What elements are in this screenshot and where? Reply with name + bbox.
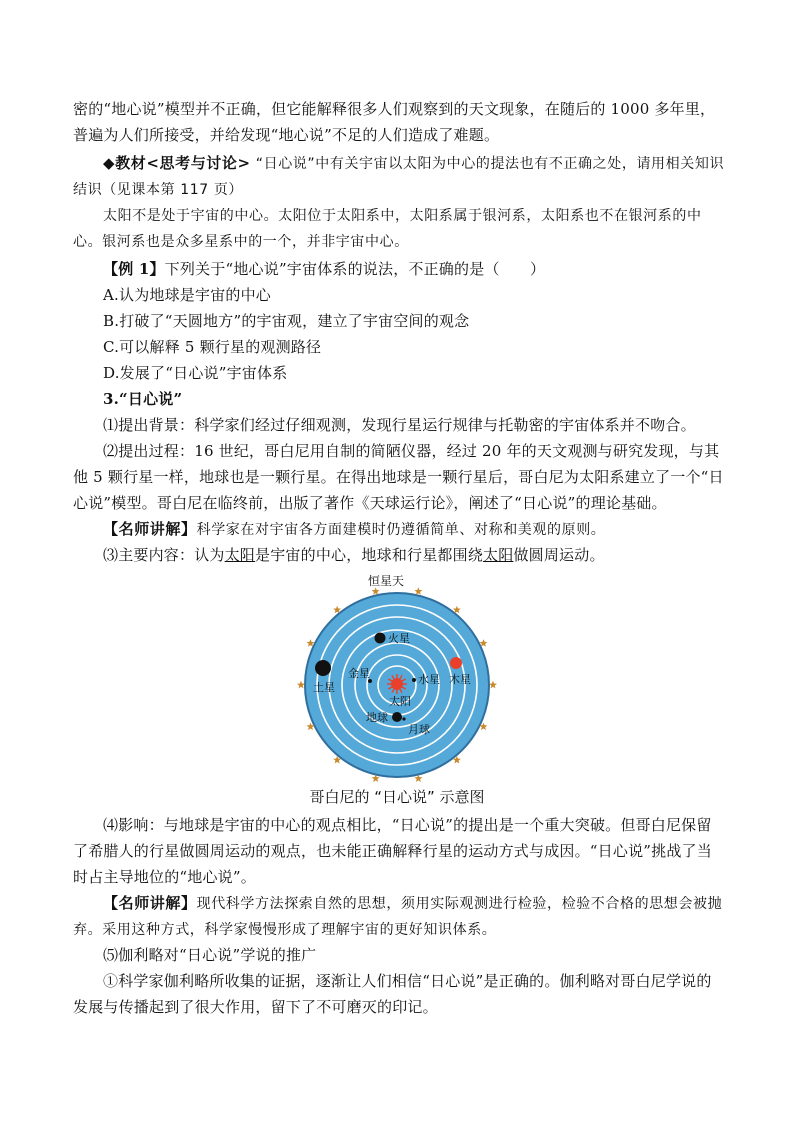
example-question-text: 下列关于“地心说”宇宙体系的说法，不正确的是（ ） — [164, 260, 546, 278]
underlined-sun: 太阳 — [224, 546, 256, 564]
text-line: 密的“地心说”模型并不正确，但它能解释很多人们观察到的天文现象，在随后的 1000 多年里， — [73, 100, 716, 118]
teacher-note-text: 现代科学方法探索自然的思想，须用实际观测进行检验，检验不合格的思想会被抛弃。采用这种方式，科学家慢慢形成了理解宇宙的更好知识体系。 — [73, 896, 723, 938]
saturn-planet — [315, 660, 331, 676]
mercury-planet — [412, 678, 416, 682]
earth-planet — [392, 712, 402, 722]
mars-planet — [375, 633, 386, 644]
galileo-heading: ⑸伽利略对“日心说”学说的推广 — [103, 946, 317, 964]
label-earth: 地球 — [366, 711, 388, 724]
text-run: ⑶主要内容：认为 — [103, 546, 225, 564]
impact-paragraph: ⑷影响：与地球是宇宙的中心的观点相比，“日心说”的提出是一个重大突破。但哥白尼保留了希腊人的行星做圆周运动的观点，也未能正确解释行星的运动方式与成因。“日心说”挑战了当时占主导地位的“地心说”。 — [73, 816, 712, 886]
option-c: C.可以解释 5 颗行星的观测路径 — [103, 338, 322, 356]
star-icon — [414, 587, 422, 595]
text-run: 做圆周运动。 — [513, 546, 605, 564]
label-mercury: 水星 — [418, 673, 440, 686]
label-saturn: 土星 — [313, 681, 335, 694]
textbook-question-text: “日心说”中有关宇宙以太阳为中心的提法也有不正确之处，请用相关知识结识（见课本第 117 页） — [73, 156, 725, 198]
option-b: B.打破了“天圆地方”的宇宙观，建立了宇宙空间的观念 — [103, 312, 470, 330]
star-icon — [372, 587, 380, 595]
galileo-paragraph: ①科学家伽利略所收集的证据，逐渐让人们相信“日心说”是正确的。伽利略对哥白尼学说的发展与传播起到了很大作用，留下了不可磨灭的印记。 — [73, 972, 712, 1016]
teacher-note-label: 【名师讲解】 — [103, 894, 197, 912]
label-jupiter: 木星 — [449, 673, 471, 686]
label-sun: 太阳 — [389, 695, 411, 708]
label-venus: 金星 — [348, 667, 370, 680]
process-paragraph: ⑵提出过程：16 世纪，哥白尼用自制的简陋仪器，经过 20 年的天文观测与研究发现，与其他 5 颗行星一样，地球也是一颗行星。在得出地球是一颗行星后，哥白尼为太阳系建立了一个“日心说”模型。哥白尼在临终前，出版了著作《天球运行论》，阐述了“日心说”的理论基础。 — [73, 442, 724, 512]
textbook-question-label: ◆教材<思考与讨论> — [103, 154, 251, 172]
moon-body — [402, 717, 405, 720]
text-line: 普遍为人们所接受，并给发现“地心说”不足的人们造成了难题。 — [73, 126, 500, 144]
background-paragraph: ⑴提出背景：科学家们经过仔细观测，发现行星运行规律与托勒密的宇宙体系并不吻合。 — [103, 416, 696, 434]
teacher-note-label: 【名师讲解】 — [103, 520, 197, 538]
star-icon — [297, 681, 305, 689]
option-d: D.发展了“日心说”宇宙体系 — [103, 364, 288, 382]
label-fixed-stars: 恒星天 — [368, 574, 405, 588]
label-moon: 月球 — [408, 723, 430, 736]
section-heading: 3.“日心说” — [103, 390, 183, 408]
example-label: 【例 1】 — [103, 260, 165, 278]
jupiter-planet — [450, 657, 462, 669]
star-icon — [489, 681, 497, 689]
teacher-note-text: 科学家在对宇宙各方面建模时仍遵循简单、对称和美观的原则。 — [196, 522, 606, 538]
underlined-sun: 太阳 — [483, 546, 514, 564]
label-mars: 火星 — [388, 632, 410, 645]
option-a: A.认为地球是宇宙的中心 — [103, 286, 272, 304]
textbook-answer: 太阳不是处于宇宙的中心。太阳位于太阳系中，太阳系属于银河系，太阳系也不在银河系的中心。银河系也是众多星系中的一个，并非宇宙中心。 — [73, 208, 702, 250]
teacher-note — [73, 890, 725, 943]
text-run: 是宇宙的中心，地球和行星都围绕 — [255, 546, 484, 564]
figure-caption: 哥白尼的 “日心说” 示意图 — [309, 788, 485, 806]
